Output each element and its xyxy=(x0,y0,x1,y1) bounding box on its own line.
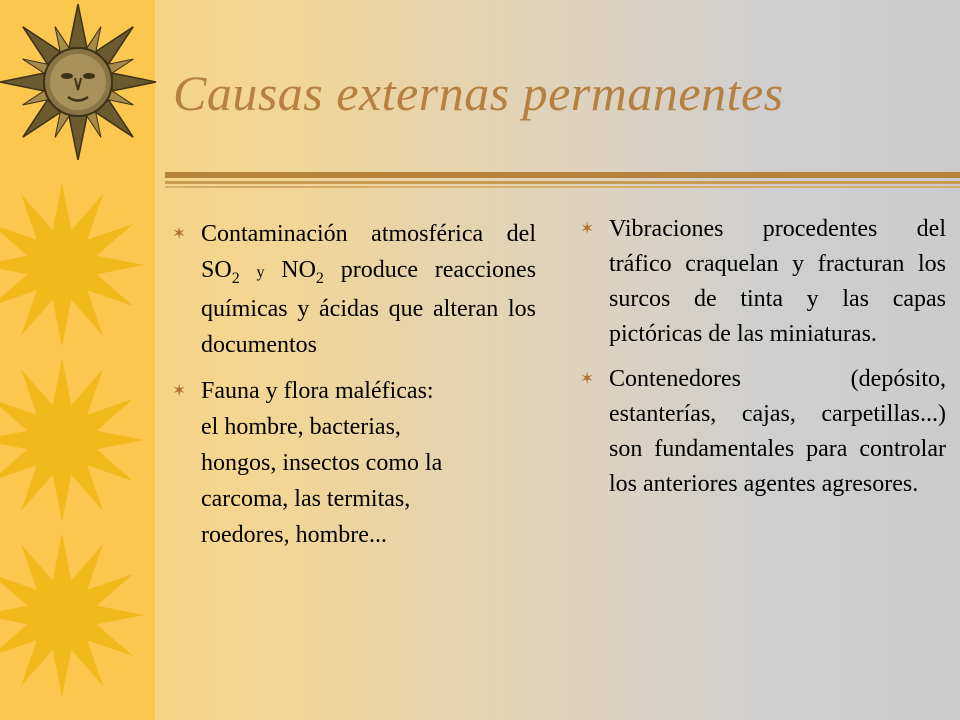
star-bullet-icon: ✶ xyxy=(580,219,595,239)
item-text: Vibraciones procedentes del tráfico craquelan y fracturan los surcos de tinta y las capas pictóricas de las miniaturas. xyxy=(609,216,946,347)
item-text: produce reacciones químicas y ácidas que alteran los documentos xyxy=(201,257,537,358)
title-divider xyxy=(165,172,960,178)
title-divider xyxy=(165,186,960,188)
right-column xyxy=(580,212,946,512)
list-item xyxy=(172,373,536,553)
slide-title: Causas externas permanentes xyxy=(173,65,784,121)
list-item xyxy=(580,212,946,352)
sun-icon xyxy=(0,183,144,347)
item-text-line: carcoma, las termitas, xyxy=(201,486,411,512)
left-column xyxy=(172,216,536,563)
sun-icon xyxy=(0,533,144,697)
item-text-line: Fauna y flora maléficas: xyxy=(201,378,434,404)
item-text: y xyxy=(256,264,265,281)
item-text: Contaminación atmosférica del SO xyxy=(201,221,536,283)
sun-decoration xyxy=(0,0,160,720)
star-bullet-icon: ✶ xyxy=(580,369,595,389)
list-item xyxy=(580,362,946,502)
item-text-line: roedores, hombre... xyxy=(201,522,387,548)
item-text-line: el hombre, bacterias, xyxy=(201,414,401,440)
star-bullet-icon: ✶ xyxy=(172,381,187,401)
item-text: Contenedores (depósito, estanterías, cajas, carpetillas...) son fundamentales para controlar los anteriores agentes agresores. xyxy=(609,366,946,497)
item-text-line: hongos, insectos como la xyxy=(201,450,443,476)
title-divider xyxy=(165,181,960,184)
list-item xyxy=(172,216,536,363)
face-sun-icon xyxy=(0,4,156,160)
sun-icon xyxy=(0,358,144,522)
star-bullet-icon: ✶ xyxy=(172,224,187,244)
subscript: 2 xyxy=(315,270,324,287)
item-text: NO xyxy=(281,257,316,283)
subscript: 2 xyxy=(231,270,240,287)
